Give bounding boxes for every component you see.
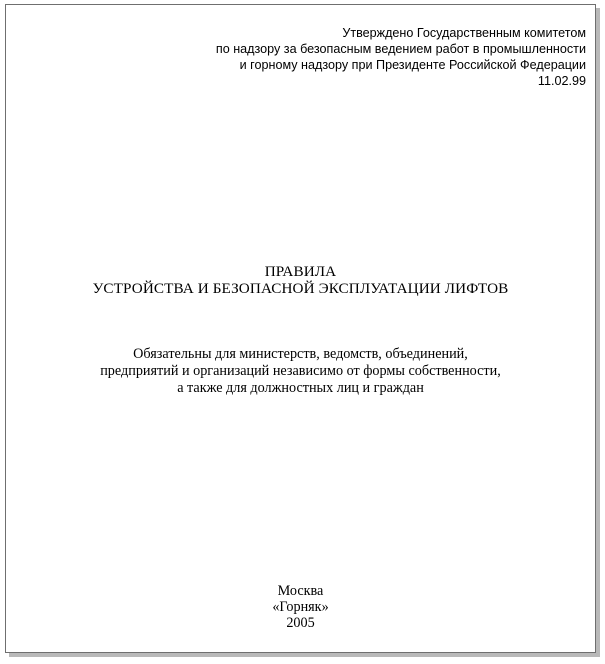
document-subtitle [6,346,595,397]
approval-line-3: и горному надзору при Президенте Российской Федерации [239,58,586,72]
document-title [6,263,595,297]
imprint-publisher: «Горняк» [272,599,329,615]
approval-line-1: Утверждено Государственным комитетом [342,26,586,40]
subtitle-line-2: предприятий и организаций независимо от формы собственности, [100,363,501,379]
title-line-1: ПРАВИЛА [264,263,337,280]
title-line-2: УСТРОЙСТВА И БЕЗОПАСНОЙ ЭКСПЛУАТАЦИИ ЛИФТОВ [92,280,509,297]
imprint-block [6,583,595,631]
document-page [5,4,596,653]
imprint-year: 2005 [286,615,315,631]
approval-date: 11.02.99 [537,74,586,88]
approval-block [106,25,586,89]
approval-line-2: по надзору за безопасным ведением работ в промышленности [215,42,586,56]
subtitle-line-1: Обязательны для министерств, ведомств, объединений, [133,346,468,362]
imprint-city: Москва [277,583,324,599]
subtitle-line-3: а также для должностных лиц и граждан [177,380,424,396]
